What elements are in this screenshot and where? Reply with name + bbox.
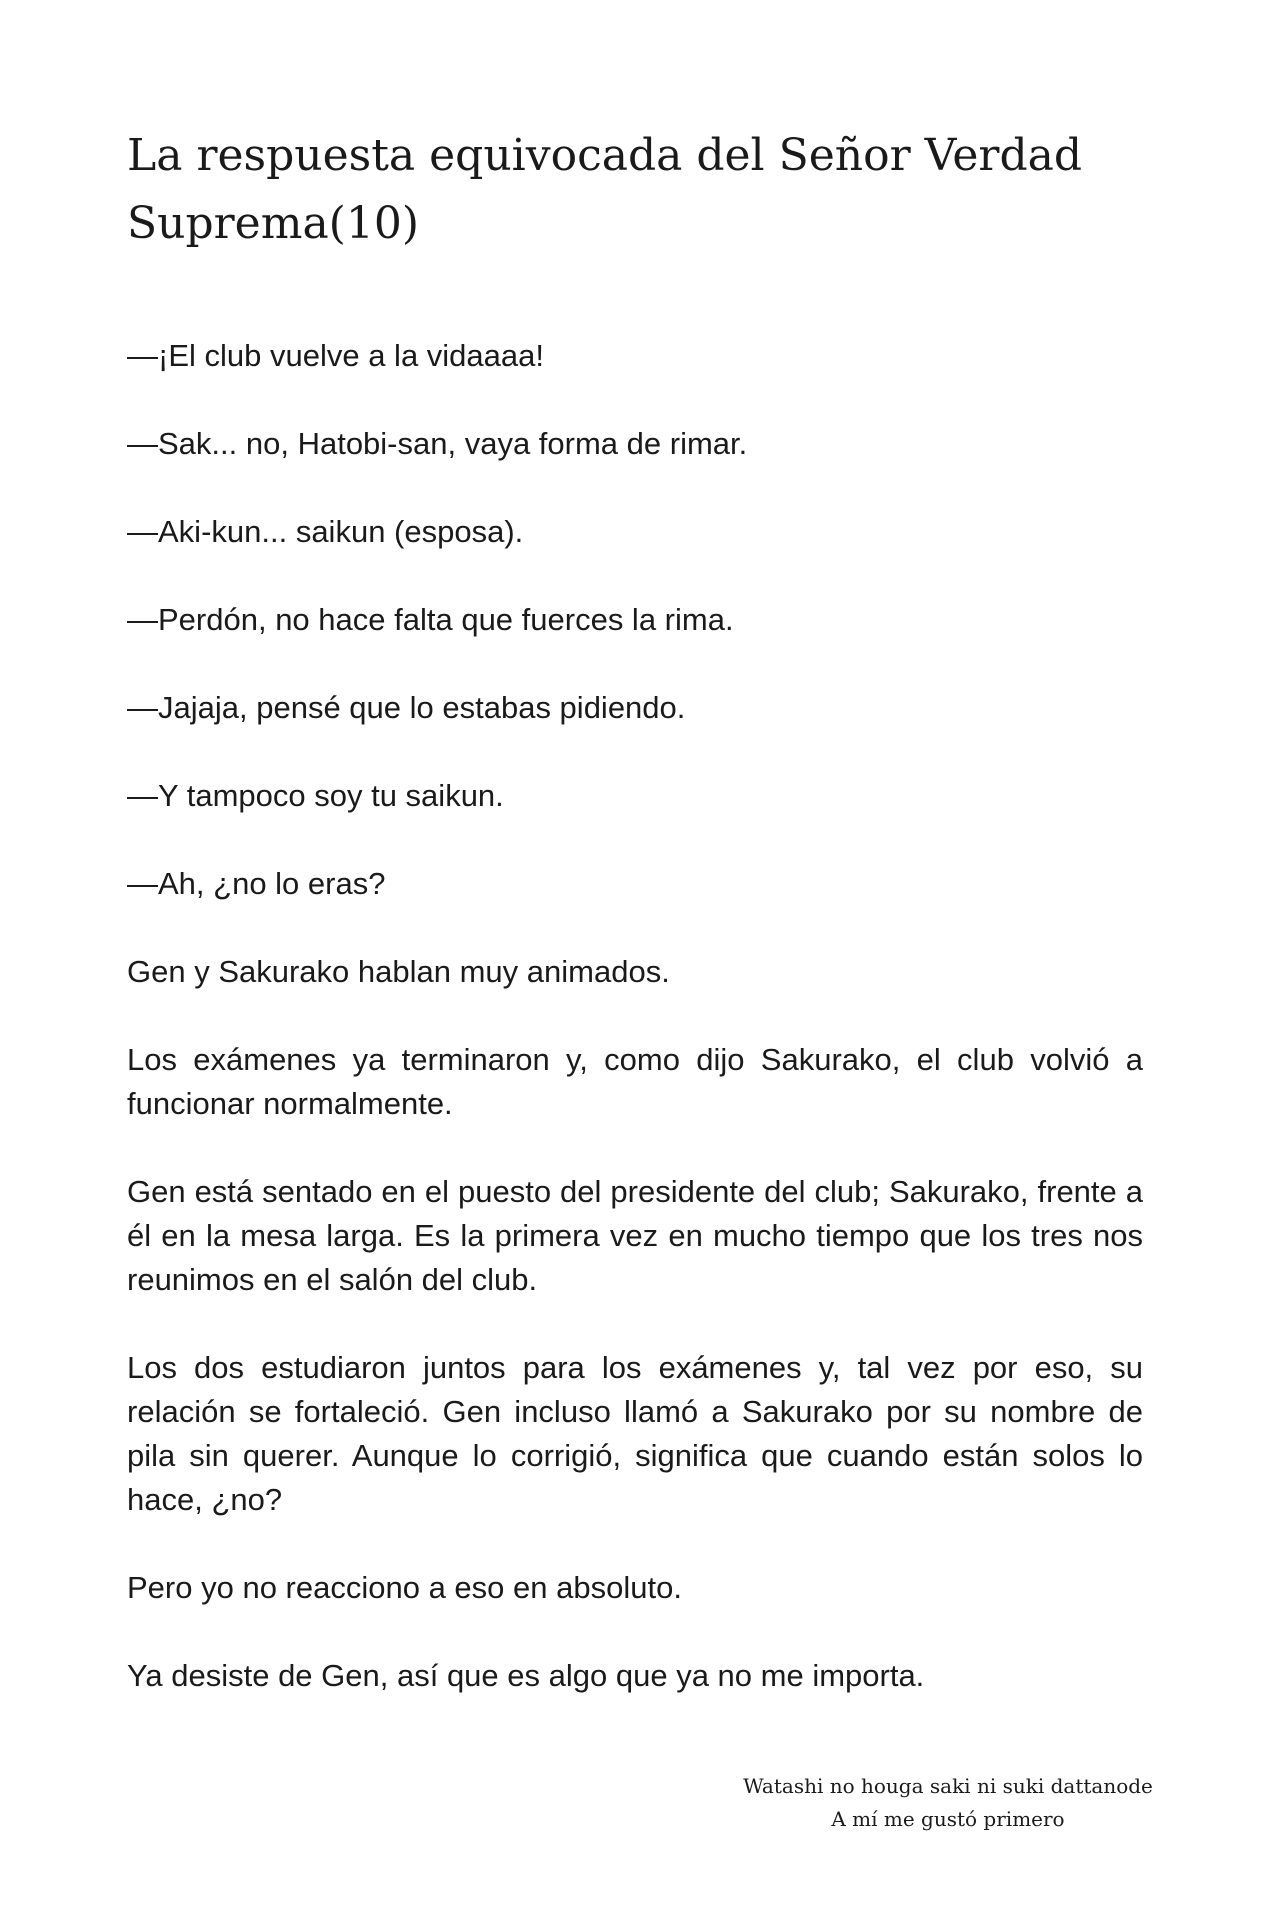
paragraph: Ya desiste de Gen, así que es algo que ya no me importa.: [127, 1658, 925, 1693]
chapter-title: La respuesta equivocada del Señor Verdad Suprema(10): [127, 130, 1083, 249]
paragraph: Gen y Sakurako hablan muy animados.: [127, 954, 670, 989]
paragraph: —Y tampoco soy tu saikun.: [127, 778, 504, 813]
footer-spanish-title: A mí me gustó primero: [831, 1807, 1065, 1831]
paragraph: —Perdón, no hace falta que fuerces la rima.: [127, 602, 734, 637]
footer-romaji-title: Watashi no houga saki ni suki dattanode: [743, 1774, 1153, 1798]
paragraph: Los exámenes ya terminaron y, como dijo Sakurako, el club volvió a funcionar normalmente.: [127, 1042, 1143, 1121]
paragraph: Gen está sentado en el puesto del presidente del club; Sakurako, frente a él en la mesa larga. Es la primera vez en mucho tiempo que los tres nos reunimos en el salón del club.: [127, 1174, 1143, 1297]
paragraph: —¡El club vuelve a la vidaaaa!: [127, 338, 545, 373]
paragraph: Los dos estudiaron juntos para los exámenes y, tal vez por eso, su relación se fortaleció. Gen incluso llamó a Sakurako por su nombre de pila sin querer. Aunque lo corrigió, significa que cuando están solos lo hace, ¿no?: [127, 1350, 1143, 1517]
chapter-body: [127, 334, 1143, 1698]
page-footer: [698, 1770, 1198, 1836]
paragraph: —Ah, ¿no lo eras?: [127, 866, 386, 901]
paragraph: —Jajaja, pensé que lo estabas pidiendo.: [127, 690, 686, 725]
paragraph: —Aki-kun... saikun (esposa).: [127, 514, 524, 549]
paragraph: —Sak... no, Hatobi-san, vaya forma de rimar.: [127, 426, 748, 461]
paragraph: Pero yo no reacciono a eso en absoluto.: [127, 1570, 682, 1605]
